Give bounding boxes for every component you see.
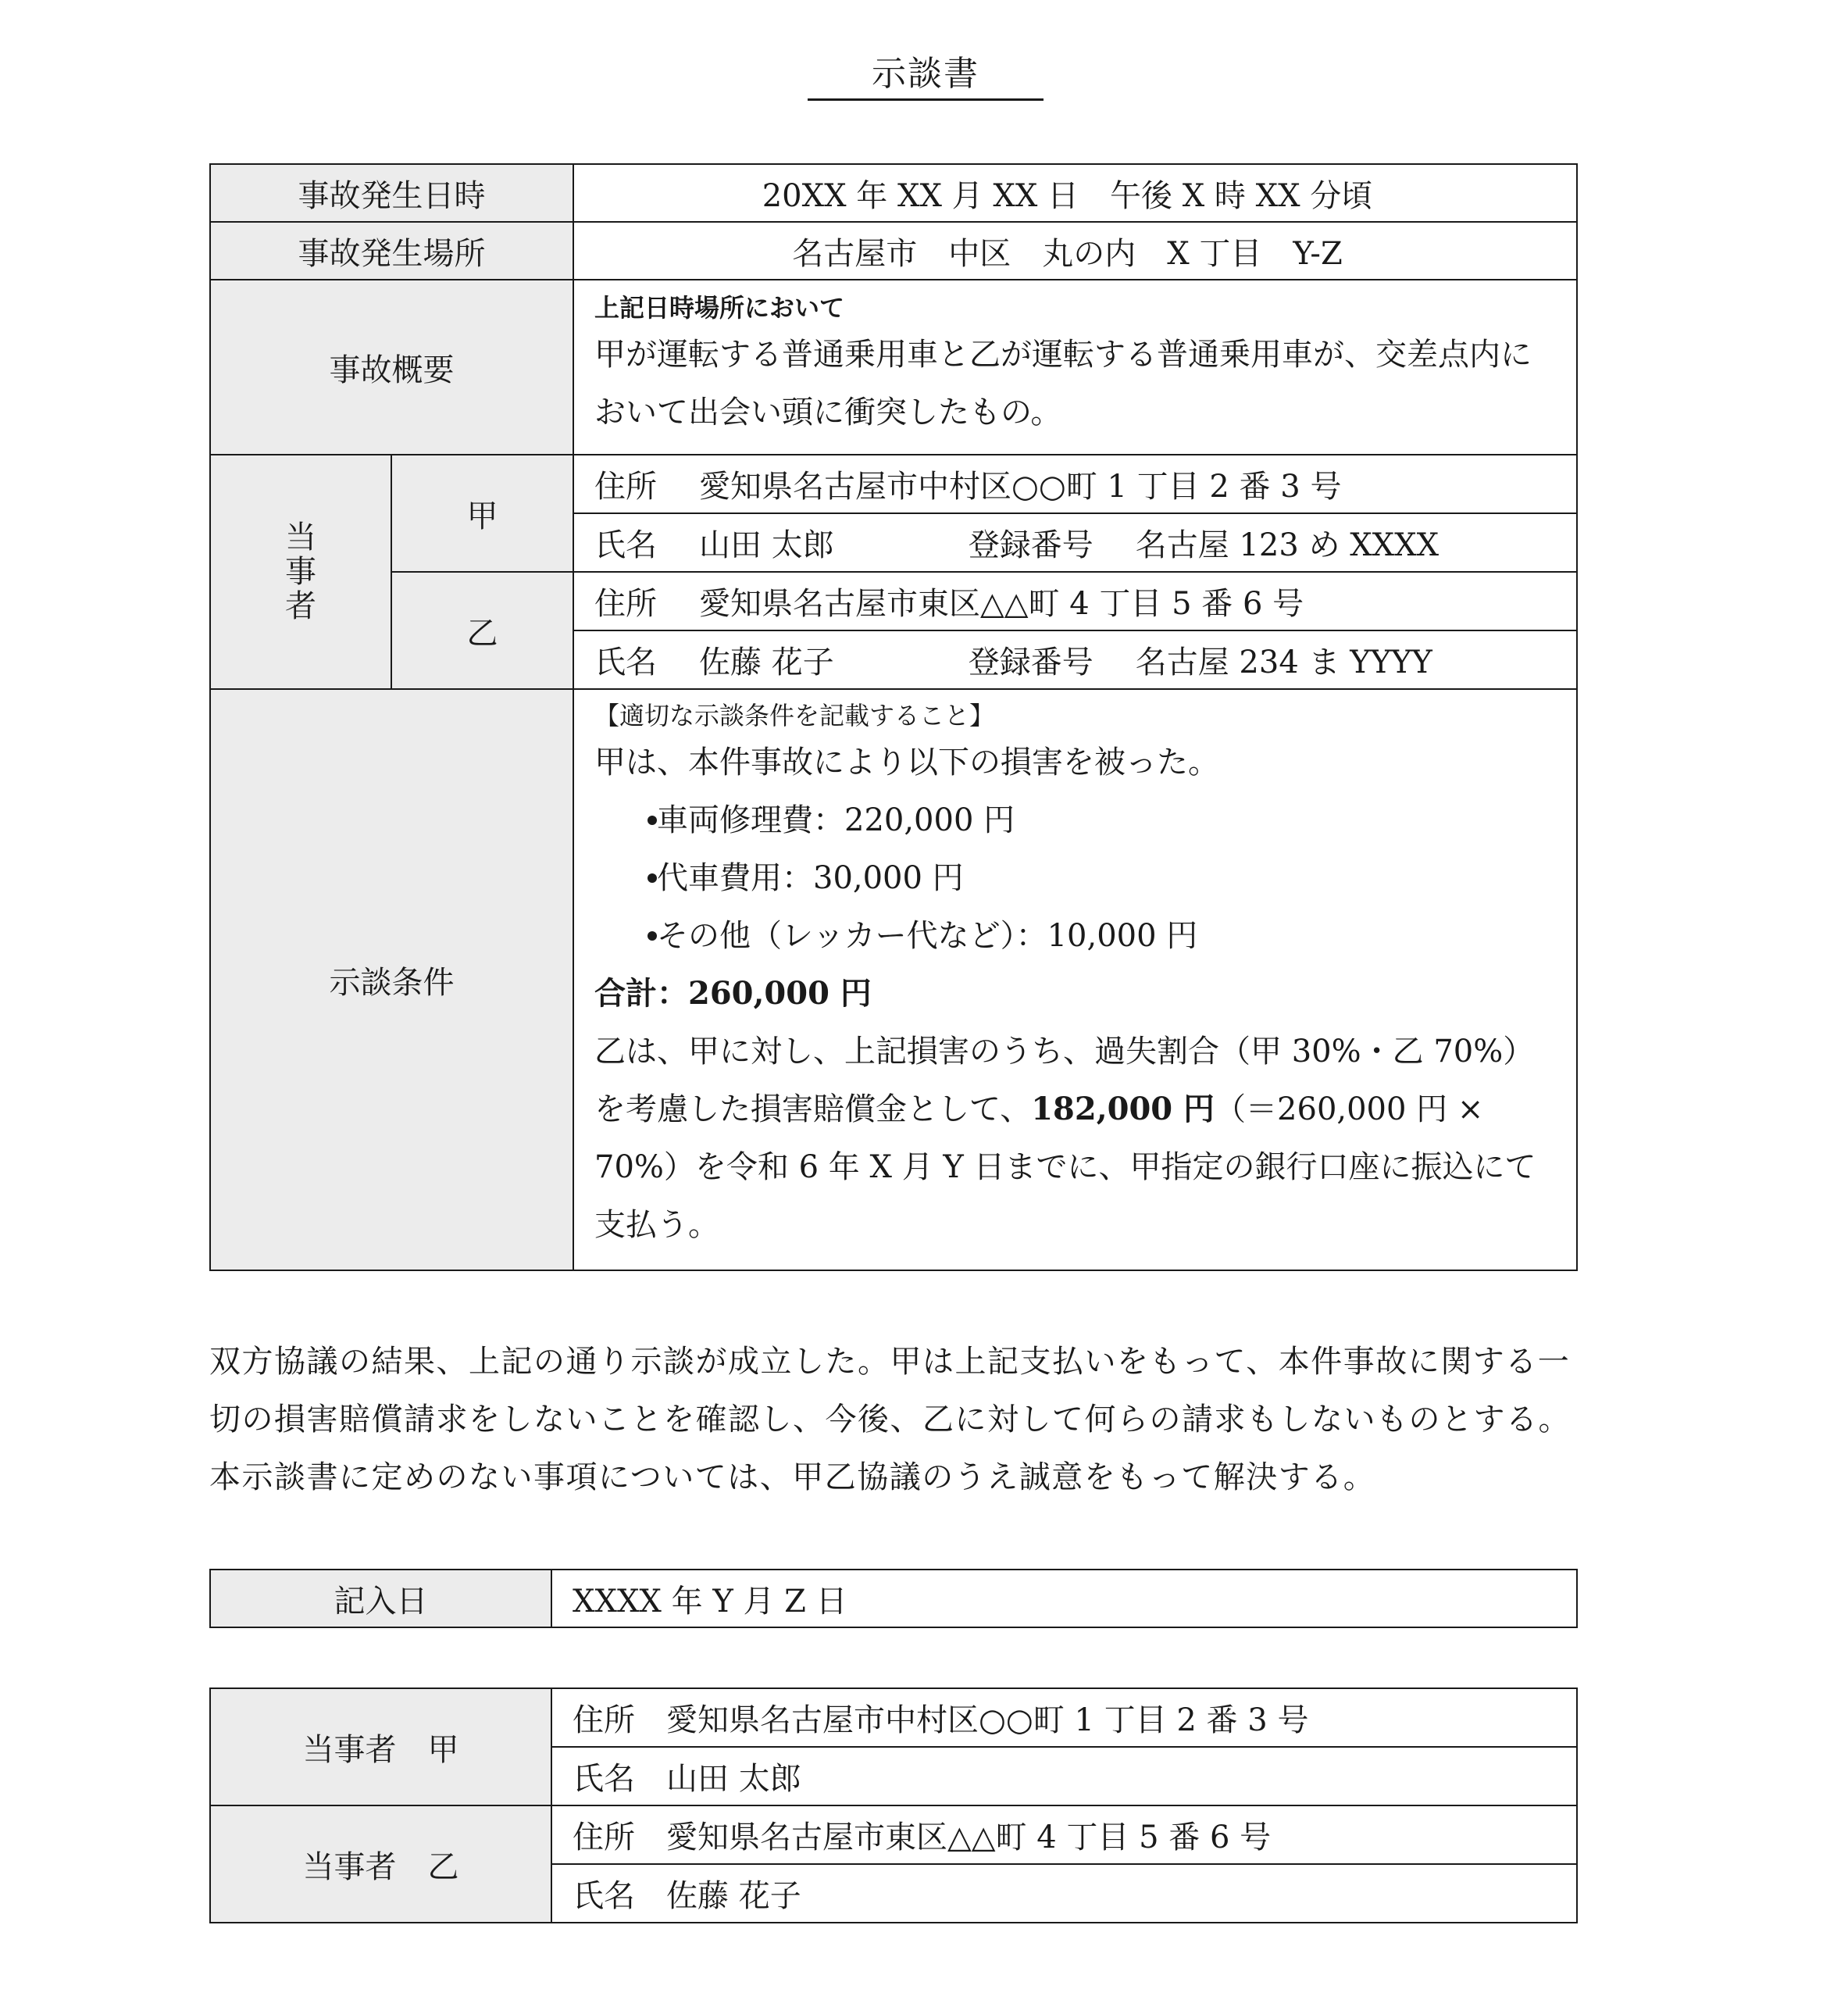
entry-date-label: 記入日 — [210, 1570, 551, 1627]
accident-summary-heading: 上記日時場所において — [594, 293, 845, 323]
signature-table — [209, 1688, 1578, 1923]
party-a-address-cell — [573, 455, 1577, 513]
accident-place-label: 事故発生場所 — [210, 222, 573, 280]
damage-list — [594, 791, 1561, 965]
party-a-reg: 名古屋 123 め XXXX — [1135, 527, 1440, 563]
signature-a-address: 住所 愛知県名古屋市中村区○○町 1 丁目 2 番 3 号 — [551, 1688, 1577, 1747]
document-title: 示談書 — [808, 47, 1044, 101]
row-accident-summary — [210, 280, 1577, 455]
bullet-icon — [648, 816, 657, 825]
signature-b-address: 住所 愛知県名古屋市東区△△町 4 丁目 5 番 6 号 — [551, 1805, 1577, 1864]
bullet-icon — [648, 931, 657, 941]
damage-item: その他（レッカー代など）：10,000 円 — [594, 907, 1561, 965]
row-party-b-address — [210, 572, 1577, 630]
payment-terms-part1: 乙は、甲に対し、上記損害のうち、過失割合（甲 30%・乙 70%）を考慮した損害賠償金として、 — [594, 1034, 1535, 1127]
accident-summary-text: 甲が運転する普通乗用車と乙が運転する普通乗用車が、交差点内において出会い頭に衝突したもの。 — [594, 337, 1532, 430]
party-b-address-label: 住所 — [594, 586, 657, 622]
accident-details-table — [209, 163, 1578, 1271]
damage-total: 合計：260,000 円 — [594, 975, 872, 1012]
settlement-label: 示談条件 — [210, 689, 573, 1270]
accident-place-value: 名古屋市 中区 丸の内 X 丁目 Y-Z — [573, 222, 1577, 280]
row-signature-a-address — [210, 1688, 1577, 1747]
party-a-name-cell — [573, 513, 1577, 572]
party-b-name: 佐藤 花子 — [699, 645, 834, 680]
signature-b-label: 当事者 乙 — [210, 1805, 551, 1923]
damage-item: 車両修理費：220,000 円 — [594, 791, 1561, 849]
accident-datetime-value: 20XX 年 XX 月 XX 日 午後 X 時 XX 分頃 — [573, 164, 1577, 222]
party-b-reg-label: 登録番号 — [968, 645, 1093, 680]
accident-datetime-label: 事故発生日時 — [210, 164, 573, 222]
party-a-label: 甲 — [391, 455, 573, 572]
row-accident-place — [210, 222, 1577, 280]
signature-b-name: 氏名 佐藤 花子 — [551, 1864, 1577, 1923]
party-b-name-label: 氏名 — [594, 645, 657, 680]
party-b-address-cell — [573, 572, 1577, 630]
accident-summary-label: 事故概要 — [210, 280, 573, 455]
closing-statement: 双方協議の結果、上記の通り示談が成立した。甲は上記支払いをもって、本件事故に関する一切の損害賠償請求をしないことを確認し、今後、乙に対して何らの請求もしないものとする。本示談書に定めのない事項については、甲乙協議のうえ誠意をもって解決する。 — [209, 1344, 1571, 1495]
party-b-name-cell — [573, 630, 1577, 689]
party-a-reg-label: 登録番号 — [968, 527, 1093, 563]
party-a-name-label: 氏名 — [594, 527, 657, 563]
accident-summary-cell — [573, 280, 1577, 455]
party-a-address-label: 住所 — [594, 469, 657, 505]
row-accident-datetime — [210, 164, 1577, 222]
party-b-label: 乙 — [391, 572, 573, 689]
damage-item: 代車費用：30,000 円 — [594, 849, 1561, 907]
parties-label: 当事者 — [285, 519, 316, 624]
party-a-name: 山田 太郎 — [699, 527, 834, 563]
settlement-cell — [573, 689, 1577, 1270]
party-a-address: 愛知県名古屋市中村区○○町 1 丁目 2 番 3 号 — [699, 469, 1342, 505]
party-b-reg: 名古屋 234 ま YYYY — [1135, 645, 1432, 680]
row-entry-date — [210, 1570, 1577, 1627]
row-settlement — [210, 689, 1577, 1270]
entry-date-value: XXXX 年 Y 月 Z 日 — [551, 1570, 1577, 1627]
row-signature-b-address — [210, 1805, 1577, 1864]
payment-amount: 182,000 円 — [1031, 1091, 1215, 1127]
bullet-icon — [648, 873, 657, 883]
settlement-intro: 甲は、本件事故により以下の損害を被った。 — [594, 745, 1219, 780]
party-b-address: 愛知県名古屋市東区△△町 4 丁目 5 番 6 号 — [699, 586, 1304, 622]
parties-label-cell — [210, 455, 391, 689]
payment-terms-part2: （＝260,000 円 × 70%）を令和 6 年 X 月 Y 日までに、甲指定の銀行口座に振込にて支払う。 — [594, 1091, 1536, 1243]
settlement-note: 【適切な示談条件を記載すること】 — [594, 701, 995, 730]
row-party-a-address — [210, 455, 1577, 513]
entry-date-table — [209, 1569, 1578, 1628]
signature-a-name: 氏名 山田 太郎 — [551, 1747, 1577, 1805]
signature-a-label: 当事者 甲 — [210, 1688, 551, 1805]
payment-terms — [594, 1023, 1561, 1254]
